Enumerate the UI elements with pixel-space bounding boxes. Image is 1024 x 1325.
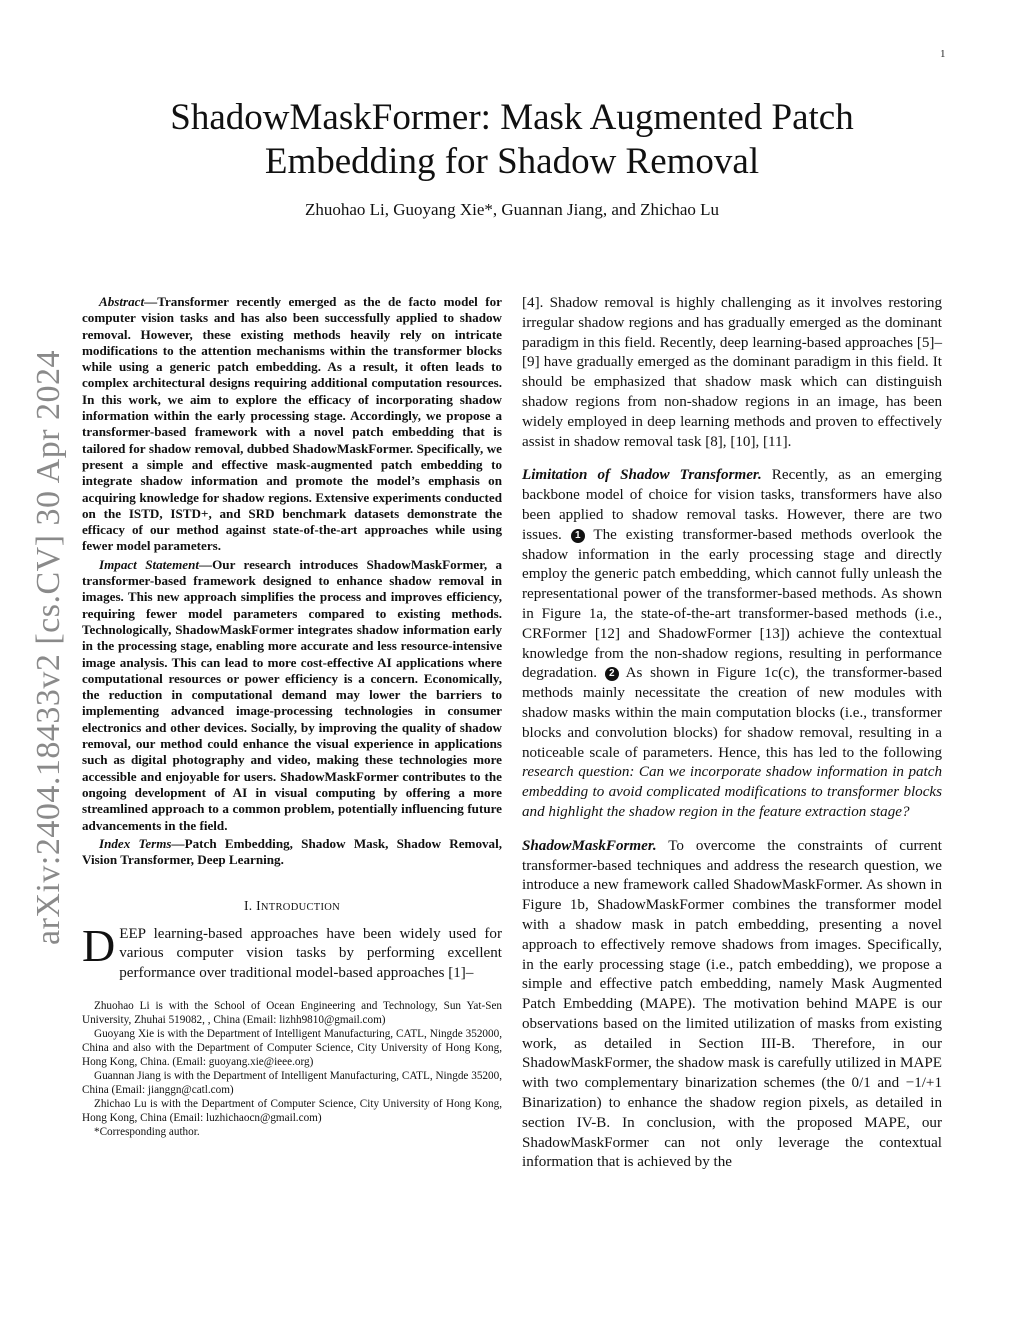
abstract-block (82, 294, 502, 555)
intro-continuation: [4]. Shadow removal is highly challenging as it involves restoring irregular shadow regions and has gradually emerged as the dominant paradigm in this field. Recently, deep learning-based approaches [5]–[9] have gradually emerged as the dominant paradigm in this field. It should be emphasized that shadow mask which can distinguish shadow regions from non-shadow regions in an image, has been widely employed in deep learning methods and proven to effectively assist in shadow removal task [8], [10], [11]. (522, 295, 942, 450)
impact-label: Impact Statement— (99, 556, 213, 572)
shadowmaskformer-heading: ShadowMaskFormer. (522, 837, 657, 854)
section-heading-introduction (82, 898, 502, 916)
footnotes (82, 999, 502, 1139)
footnote: Guannan Jiang is with the Department of Intelligent Manufacturing, CATL, Ningde 35200, China (Email: jianggn@catl.com) (82, 1070, 502, 1097)
footnote: Zhuohao Li is with the School of Ocean Engineering and Technology, Sun Yat-Sen University, Zhuhai 519082, , China (Email: lizhh9810@gmail.com) (82, 1000, 502, 1027)
limitation-text-c: As shown in Figure 1c(c), the transformer-based methods mainly necessitate the creation of new modules with shadow masks within the main computation blocks (i.e., transformer blocks and convolution blocks) for shadow removal, resulting in a noticeable scale of parameters. Hence, this has led to the following (522, 665, 943, 761)
number-one-marker: 1 (571, 529, 585, 543)
footnote: Guoyang Xie is with the Department of Intelligent Manufacturing, CATL, Ningde 352000, China and also with the Department of Computer Science, City University of Hong Kong, Hong Kong, China. (Email: guoyang.xie@ieee.org) (82, 1028, 502, 1069)
left-column (82, 294, 502, 1139)
section-initial: I (256, 898, 261, 914)
impact-text: Our research introduces ShadowMaskFormer, a transformer-based framework designed to enhance shadow removal in images. This new approach simplifies the process and improves efficiency, requiring fewer model parameters compared to existing methods. Technologically, ShadowMaskFormer integrates shadow information early in the processing stage, enabling more accurate and less resource-intensive image analysis. This can lead to more cost-effective AI applications where computational resources or power efficiency is a concern. Economically, the reduction in computational demand may lower the barriers to implementing advanced image-processing technologies in consumer electronics and other devices. Socially, by improving the quality of shadow removal, our method could enhance the visual experience in applications such as digital photography and video, making these technologies more accessible and enjoyable for users. ShadowMaskFormer contributes to the ongoing development of AI in visual computing by offering a more streamlined approach to a common problem, potentially influencing future advancements in the field. (82, 556, 503, 833)
drop-cap: D (82, 919, 116, 971)
intro-paragraph (82, 919, 502, 984)
number-two-marker: 2 (605, 667, 619, 681)
impact-statement-block (82, 557, 502, 834)
section-numeral: I. (243, 898, 257, 914)
footnote: Zhichao Lu is with the Department of Computer Science, City University of Hong Kong, Hong Kong, China (Email: luzhichaocn@gmail.com) (82, 1098, 502, 1125)
limitation-text-a: Recently, as an emerging backbone model of choice for vision tasks, transformers have also been applied to shadow removal tasks. However, there are two issues. (522, 467, 942, 543)
intro-text: EEP learning-based approaches have been widely used for various computer vision tasks by performing excellent performance over traditional model-based approaches [1]– (119, 925, 502, 981)
limitation-paragraph (522, 466, 942, 822)
index-terms-text: Patch Embedding, Shadow Mask, Shadow Removal, Vision Transformer, Deep Learning. (82, 835, 503, 868)
author-list: Zhuohao Li, Guoyang Xie*, Guannan Jiang, and Zhichao Lu (304, 200, 720, 219)
limitation-text-b: The existing transformer-based methods overlook the shadow information in the early processing stage and directly employ the generic patch embedding, which cannot fully unleash the representational power of the transformer-based methods. As shown in Figure 1a, the state-of-the-art transformer-based methods (i.e., CRFormer [12] and ShadowFormer [13]) achieve the contextual knowledge from the non-shadow regions, resulting in performance degradation. (522, 526, 943, 682)
research-question: research question: Can we incorporate shadow information in patch embedding to avoid complicated modifications to transformer blocks and highlight the shadow region in the feature extraction stage? (522, 764, 942, 820)
paper-title: ShadowMaskFormer: Mask Augmented Patch Embedding for Shadow Removal (170, 97, 854, 182)
page-number: 1 (940, 48, 946, 60)
section-rest: NTRODUCTION (260, 902, 341, 914)
arxiv-identifier-stamp: arXiv:2404.18433v2 [cs.CV] 30 Apr 2024 (30, 349, 67, 945)
limitation-heading: Limitation of Shadow Transformer. (522, 467, 762, 484)
shadowmaskformer-text: To overcome the constraints of current transformer-based techniques and address the research question, we introduce a new framework called ShadowMaskFormer. As shown in Figure 1b, ShadowMaskFormer combines the transformer model with a shadow mask in patch embedding, presenting a novel approach to effectively remove shadows from images. Specifically, in the early processing stage (i.e., patch embedding), we propose a simple and effective patch embedding, namely Mask Augmented Patch Embedding (MAPE). The motivation behind MAPE is our observations based on the limited utilization of masks from existing work, as detailed in Section III-B. Therefore, in our ShadowMaskFormer, the shadow mask is carefully utilized in MAPE with two complementary binarization schemes (the 0/1 and −1/+1 Binarization) to enhance the shadow region pixels, as detailed in section IV-B. In conclusion, with the proposed MAPE, our ShadowMaskFormer can not only leverage the contextual information that is achieved by the (522, 837, 942, 1171)
shadowmaskformer-paragraph (522, 837, 942, 1174)
index-terms-label: Index Terms— (99, 835, 185, 851)
right-column (522, 294, 942, 1173)
footnote: *Corresponding author. (94, 1126, 200, 1139)
index-terms-block (82, 836, 502, 869)
abstract-label: Abstract— (99, 294, 158, 309)
abstract-text: Transformer recently emerged as the de facto model for computer vision tasks and has also been successfully applied to shadow removal. However, these existing methods heavily rely on intricate modifications to the attention mechanisms within the transformer blocks while using a generic patch embedding. As a result, it often leads to complex architectural designs requiring additional computation resources. In this work, we aim to explore the efficacy of incorporating shadow information within the early processing stage. Accordingly, we propose a transformer-based framework with a novel patch embedding that is tailored for shadow removal, dubbed ShadowMaskFormer. Specifically, we present a simple and effective mask-augmented patch embedding to integrate shadow information and promote the model’s emphasis on acquiring knowledge for shadow regions. Extensive experiments conducted on the ISTD, ISTD+, and SRD benchmark datasets demonstrate the efficacy of our method against state-of-the-art approaches while using fewer model parameters. (82, 294, 502, 554)
